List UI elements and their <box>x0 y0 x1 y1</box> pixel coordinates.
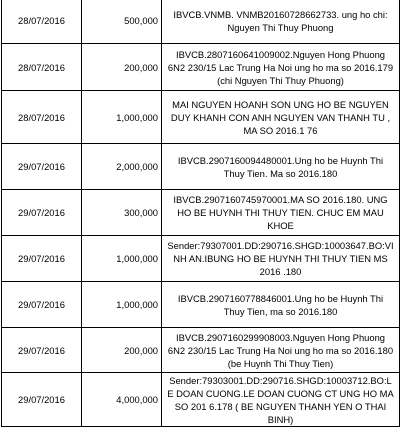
table-row <box>2 328 400 373</box>
donation-ledger-table <box>1 0 400 427</box>
description-cell: MAI NGUYEN HOANH SON UNG HO BE NGUYEN DUY KHANH CON ANH NGUYEN VAN THANH TU , MA SO 2016.1 76 <box>162 91 400 144</box>
amount-cell: 1,000,000 <box>82 282 162 328</box>
description-cell: IBVCB.2807160641009002.Nguyen Hong Phuong 6N2 230/15 Lac Trung Ha Noi ung ho ma so 2016.179 (chi Nguyen Thi Thuy Phuong) <box>162 44 400 91</box>
description-cell: IBVCB.2907160778846001.Ung ho be Huynh Thi Thuy Tien, ma so 2016.180 <box>162 282 400 328</box>
description-cell: IBVCB.2907160745970001.MA SO 2016.180. UNG HO BE HUYNH THI THUY TIEN. CHUC EM MAU KHOE <box>162 190 400 236</box>
amount-cell: 300,000 <box>82 190 162 236</box>
description-cell: Sender:79303001.DD:290716.SHGD:10003712.BO:LE DOAN CUONG.LE DOAN CUONG CT UNG HO MA SO 201 6.178 ( BE NGUYEN THANH YEN O THAI BINH) <box>162 373 400 427</box>
table-row <box>2 0 400 44</box>
date-cell: 29/07/2016 <box>2 282 82 328</box>
table-row <box>2 236 400 282</box>
date-cell: 29/07/2016 <box>2 328 82 373</box>
description-cell: IBVCB.2907160299908003.Nguyen Hong Phuong 6N2 230/15 Lac Trung Ha Noi ung ho ma so 2016.180 (be Huynh Thi Thuy Tien) <box>162 328 400 373</box>
description-cell: Sender:79307001.DD:290716.SHGD:10003647.BO:VINH AN.IBUNG HO BE HUYNH THI THUY TIEN MS 2016 .180 <box>162 236 400 282</box>
amount-cell: 1,000,000 <box>82 236 162 282</box>
date-cell: 28/07/2016 <box>2 0 82 44</box>
table-row <box>2 190 400 236</box>
table-row <box>2 91 400 144</box>
amount-cell: 2,000,000 <box>82 144 162 190</box>
date-cell: 29/07/2016 <box>2 144 82 190</box>
description-cell: IBVCB.2907160094480001.Ung ho be Huynh Thi Thuy Tien. Ma so 2016.180 <box>162 144 400 190</box>
date-cell: 29/07/2016 <box>2 236 82 282</box>
table-row <box>2 144 400 190</box>
table-row <box>2 373 400 427</box>
amount-cell: 200,000 <box>82 44 162 91</box>
amount-cell: 200,000 <box>82 328 162 373</box>
date-cell: 29/07/2016 <box>2 373 82 427</box>
date-cell: 28/07/2016 <box>2 91 82 144</box>
amount-cell: 4,000,000 <box>82 373 162 427</box>
date-cell: 29/07/2016 <box>2 190 82 236</box>
amount-cell: 1,000,000 <box>82 91 162 144</box>
amount-cell: 500,000 <box>82 0 162 44</box>
date-cell: 28/07/2016 <box>2 44 82 91</box>
table-row <box>2 44 400 91</box>
description-cell: IBVCB.VNMB. VNMB20160728662733. ung ho chi: Nguyen Thi Thuy Phuong <box>162 0 400 44</box>
table-row <box>2 282 400 328</box>
